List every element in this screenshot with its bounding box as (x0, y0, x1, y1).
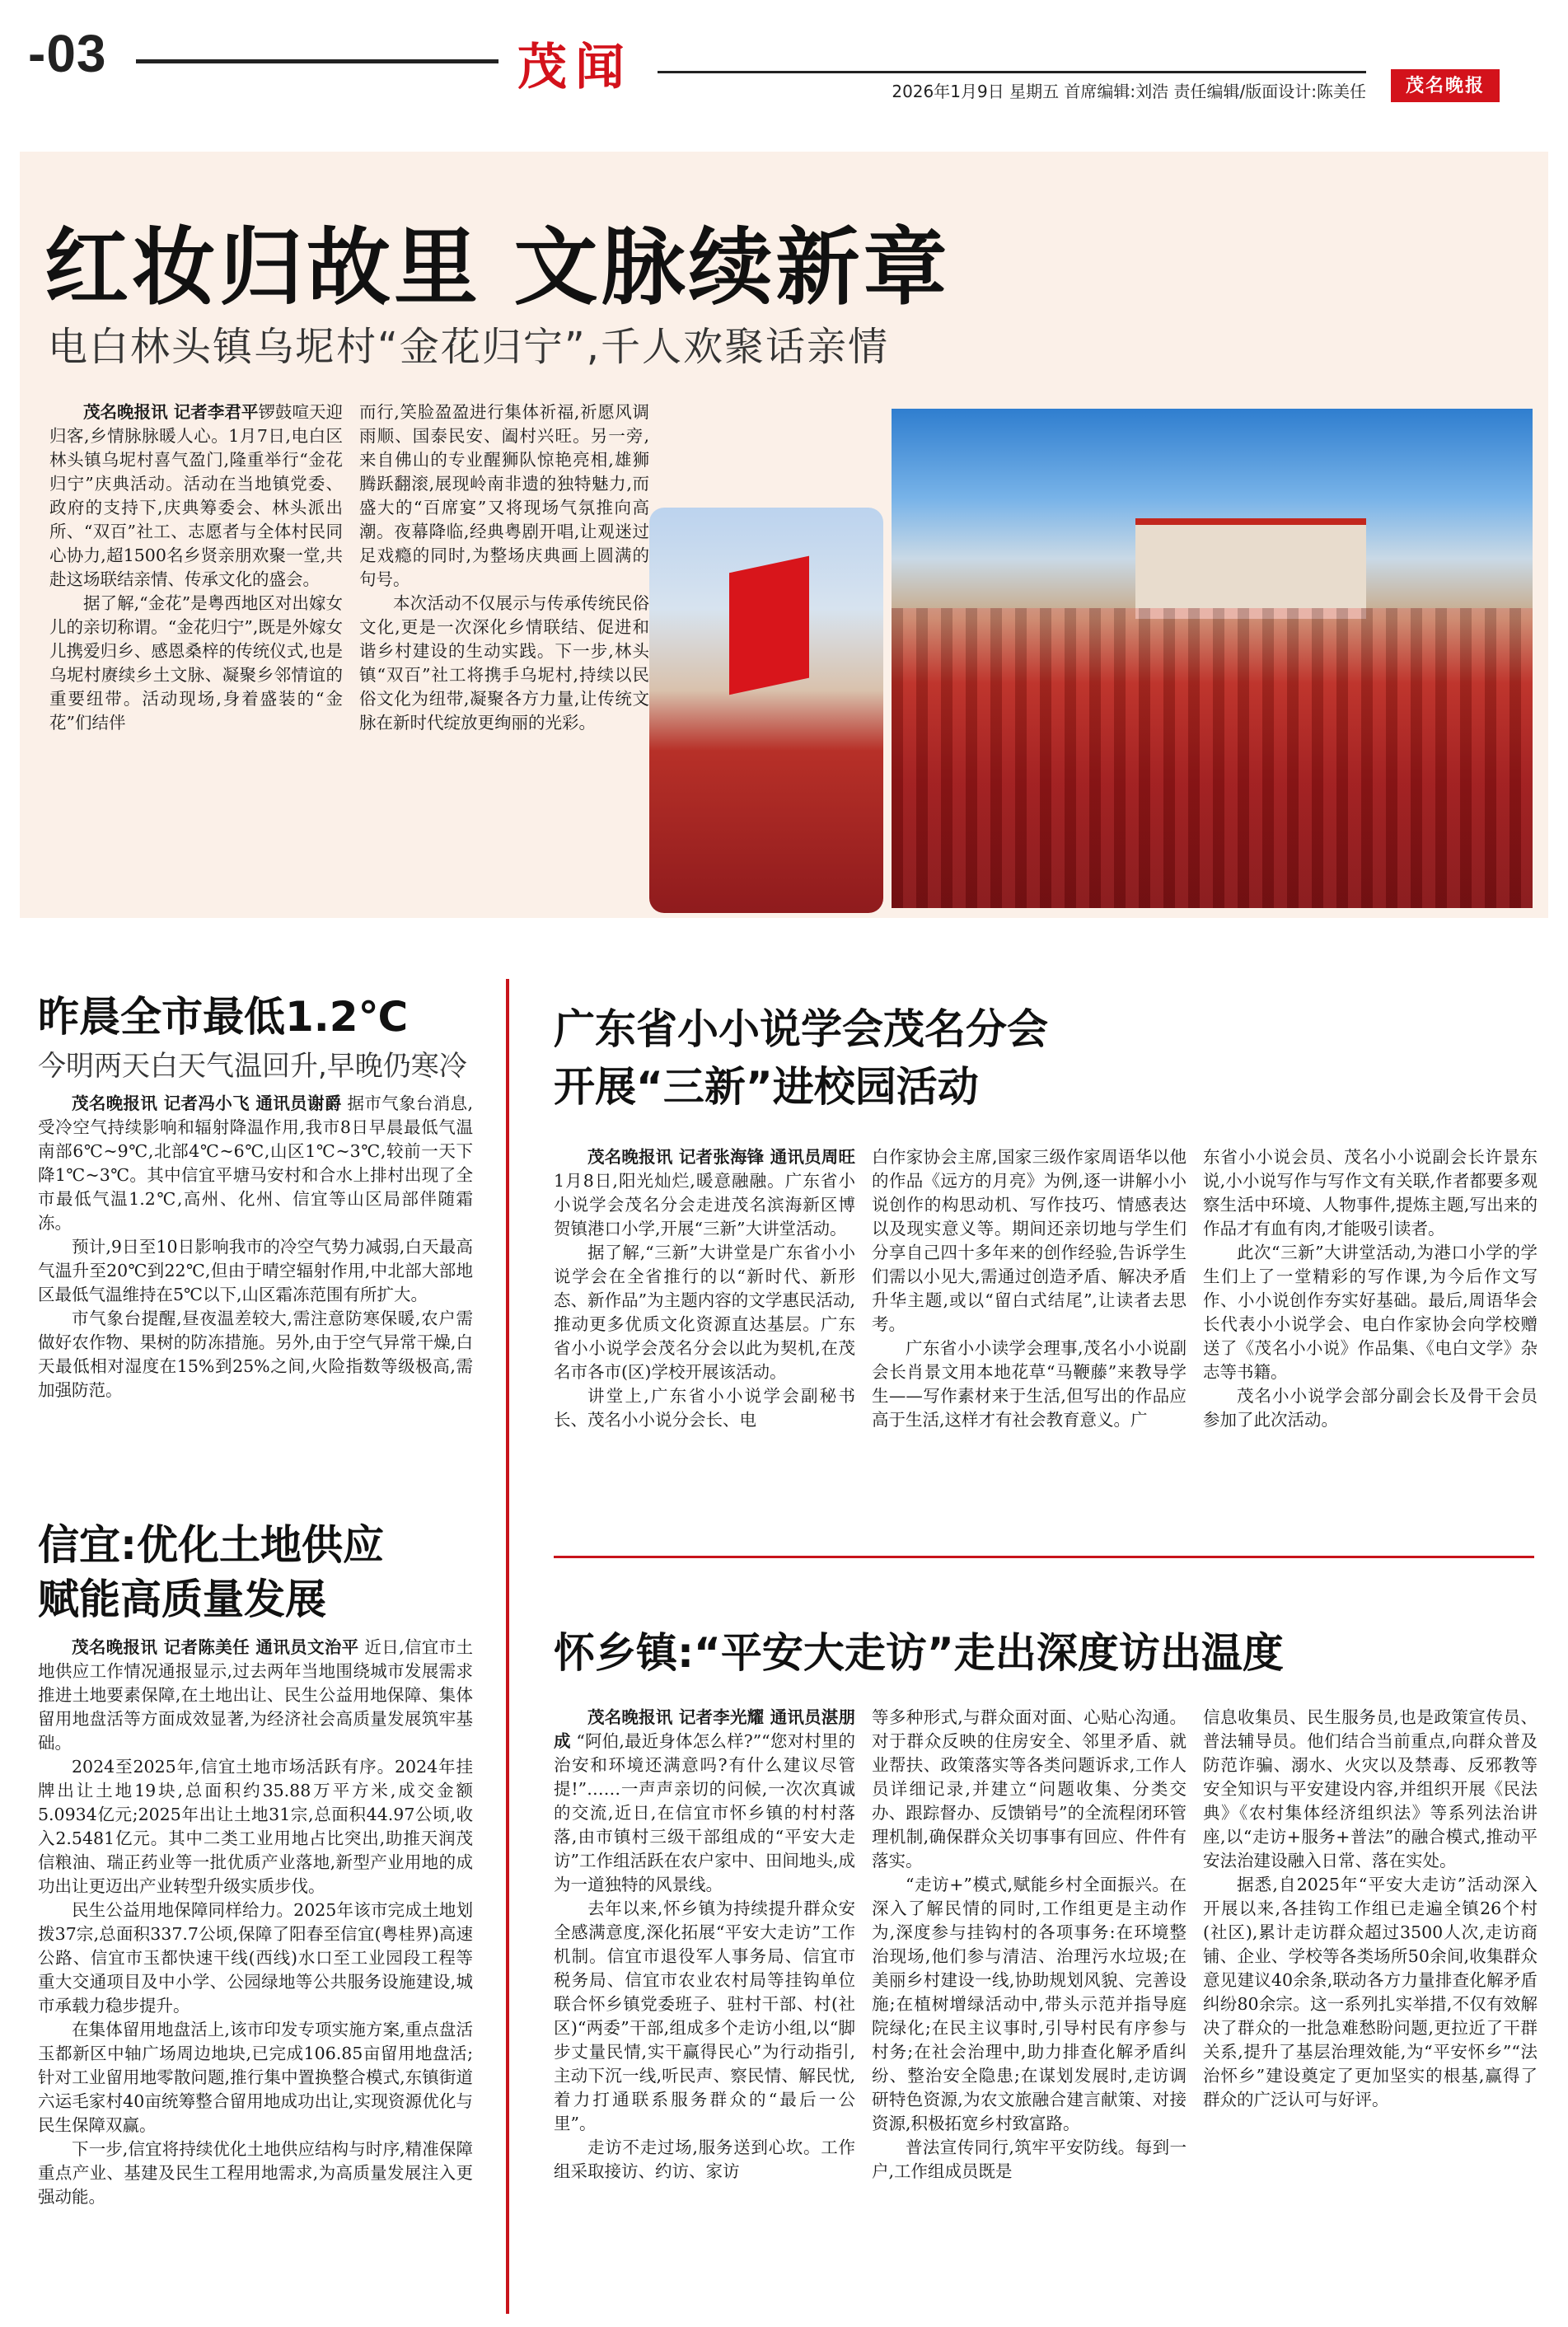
novel-paragraph: 此次“三新”大讲堂活动,为港口小学的学生们上了一堂精彩的写作课,为今后作文写作、小小说创作夯实好基础。最后,周语华会长代表小小说学会、电白作家协会向学校赠送了《茂名小小说》作品集、《电白文学》杂志等书籍。 (1203, 1243, 1538, 1382)
masthead (0, 0, 1568, 115)
column-divider (506, 979, 509, 2314)
weather-paragraph: 市气象台提醒,昼夜温差较大,需注意防寒保暖,农户需做好农作物、果树的防冻措施。另外,由于空气异常干燥,白天最低相对湿度在15%到25%之间,火险指数等级极高,需加强防范。 (38, 1309, 473, 1400)
byline: 茂名晚报讯 记者冯小飞 通讯员谢爵 (72, 1093, 342, 1113)
huaixiang-column-1 (554, 1706, 855, 2184)
huaixiang-column-3 (1203, 1706, 1538, 2112)
novel-paragraph: 据了解,“三新”大讲堂是广东省小小说学会在全省推行的以“新时代、新形态、新作品”为主题内容的文学惠民活动,推动更多优质文化资源直达基层。广东省小小说学会茂名分会以此为契机,在茂名市各市(区)学校开展该活动。 (554, 1243, 855, 1382)
weather-paragraph: 预计,9日至10日影响我市的冷空气势力减弱,白天最高气温升至20℃到22℃,但由于晴空辐射作用,中北部大部地区最低气温维持在5℃以下,山区霜冻范围有所扩大。 (38, 1237, 473, 1304)
xinyi-article-body (38, 1636, 473, 2209)
huaixiang-paragraph: “走访+”模式,赋能乡村全面振兴。在深入了解民情的同时,工作组更是主动作为,深度参与挂钩村的各项事务:在环境整治现场,他们参与清洁、治理污水垃圾;在美丽乡村建设一线,协助规划风貌、完善设施;在植树增绿活动中,带头示范并指导庭院绿化;在民主议事时,引导村民有序参与村务;在社会治理中,助力排查化解矛盾纠纷、整治安全隐患;在谋划发展时,走访调研特色资源,为农文旅融合建言献策、对接资源,积极拓宽乡村致富路。 (872, 1875, 1187, 2133)
novel-headline (554, 1000, 1048, 1116)
huaixiang-paragraph: 普法宣传同行,筑牢平安防线。每到一户,工作组成员既是 (872, 2137, 1187, 2181)
feature-story (20, 152, 1548, 918)
crowd-shape (892, 608, 1533, 908)
huaixiang-paragraph: 去年以来,怀乡镇为持续提升群众安全感满意度,深化拓展“平安大走访”工作机制。信宜市退役军人事务局、信宜市税务局、信宜市农业农村局等挂钩单位联合怀乡镇党委班子、驻村干部、村(社区)“两委”干部,组成多个走访小组,以“脚步丈量民情,实干赢得民心”为行动指引,主动下沉一线,听民声、察民情、解民忧,着力打通联系服务群众的“最后一公里”。 (554, 1899, 855, 2133)
photo-crowd-ceremony (892, 409, 1533, 908)
huaixiang-paragraph: “阿伯,最近身体怎么样?”“您对村里的治安和环境还满意吗?有什么建议尽管提!”……一声声亲切的问候,一次次真诚的交流,近日,在信宜市怀乡镇的村村落落,由市镇村三级干部组成的“平安大走访”工作组活跃在农户家中、田间地头,成为一道独特的风景线。 (554, 1731, 855, 1894)
xinyi-paragraph: 2024至2025年,信宜土地市场活跃有序。2024年挂牌出让土地19块,总面积约35.88万平方米,成交金额5.0934亿元;2025年出让土地31宗,总面积44.97公顷,收入2.5481亿元。其中二类工业用地占比突出,助推天润茂信粮油、瑞正药业等一批优质产业落地,新型产业用地的成功出让更迈出产业转型升级实质步伐。 (38, 1757, 473, 1896)
xinyi-paragraph: 民生公益用地保障同样给力。2025年该市完成土地划拨37宗,总面积337.7公顷,保障了阳春至信宜(粤桂界)高速公路、信宜市玉都快速干线(西线)水口至工业园段工程等重大交通项目及中小学、公园绿地等公共服务设施建设,城市承载力稳步提升。 (38, 1900, 473, 2016)
feature-paragraph: 而行,笑脸盈盈进行集体祈福,祈愿风调雨顺、国泰民安、阖村兴旺。另一旁,来自佛山的专业醒狮队惊艳亮相,雄狮腾跃翻滚,展现岭南非遗的独特魅力,而盛大的“百席宴”又将现场气氛推向高潮。夜幕降临,经典粤剧开唱,让观迷过足戏瘾的同时,为整场庆典画上圆满的句号。 (359, 402, 649, 589)
photo-flag-bearer (649, 508, 883, 913)
weather-subheadline: 今明两天白天气温回升,早晚仍寒冷 (38, 1050, 467, 1083)
feature-headline: 红妆归故里 文脉续新章 (44, 219, 951, 317)
feature-paragraph-text: 锣鼓喧天迎归客,乡情脉脉暖人心。1月7日,电白区林头镇乌坭村喜气盈门,隆重举行“金花归宁”庆典活动。活动在当地镇党委、政府的支持下,庆典筹委会、林头派出所、“双百”社工、志愿者与全体村民同心协力,超1500名乡贤亲朋欢聚一堂,共赴这场联结亲情、传承文化的盛会。 (49, 402, 344, 589)
xinyi-headline (38, 1518, 384, 1627)
huaixiang-paragraph: 等多种形式,与群众面对面、心贴心沟通。对于群众反映的住房安全、邻里矛盾、就业帮扶、政策落实等各类问题诉求,工作人员详细记录,并建立“问题收集、分类交办、跟踪督办、反馈销号”的全流程闭环管理机制,确保群众关切事事有回应、件件有落实。 (872, 1707, 1187, 1870)
feature-subheadline: 电白林头镇乌坭村“金花归宁”,千人欢聚话亲情 (48, 324, 889, 370)
red-flag-shape (729, 556, 809, 695)
xinyi-headline-line-2: 赋能高质量发展 (38, 1576, 326, 1623)
feature-paragraph: 据了解,“金花”是粤西地区对出嫁女儿的亲切称谓。“金花归宁”,既是外嫁女儿携爱归乡、感恩桑梓的传统仪式,也是乌坭村赓续乡土文脉、凝聚乡邻情谊的重要纽带。活动现场,身着盛装的“金花”们结伴 (49, 593, 343, 733)
header-rule (136, 59, 498, 63)
xinyi-headline-line-1: 信宜:优化土地供应 (38, 1521, 384, 1569)
section-title: 茂闻 (517, 39, 633, 96)
feature-column-1 (49, 400, 343, 735)
xinyi-paragraph: 下一步,信宜将持续优化土地供应结构与时序,精准保障重点产业、基建及民生工程用地需求,为高质量发展注入更强动能。 (38, 2139, 473, 2207)
weather-headline: 昨晨全市最低1.2℃ (38, 993, 409, 1041)
xinyi-paragraph: 在集体留用地盘活上,该市印发专项实施方案,重点盘活玉都新区中轴广场周边地块,已完成106.85亩留用地盘活;针对工业留用地零散问题,推行集中置换整合模式,东镇街道六运毛家村40亩统筹整合留用地成功出让,实现资源优化与民生保障双赢。 (38, 2020, 473, 2135)
novel-paragraph: 东省小小说会员、茂名小小说副会长许景东说,小小说写作与写作文有关联,作者都要多观察生活中环境、人物事件,提炼主题,写出来的作品才有血有肉,才能吸引读者。 (1203, 1147, 1538, 1238)
huaixiang-paragraph: 据悉,自2025年“平安大走访”活动深入开展以来,各挂钩工作组已走遍全镇26个村(社区),累计走访群众超过3500人次,走访商铺、企业、学校等各类场所50余间,收集群众意见建议40余条,联动各方力量排查化解矛盾纠纷80余宗。这一系列扎实举措,不仅有效解决了群众的一批急难愁盼问题,更拉近了干群关系,提升了基层治理效能,为“平安怀乡”“法治怀乡”建设奠定了更加坚实的根基,赢得了群众的广泛认可与好评。 (1203, 1875, 1538, 2109)
temple-building-shape (1135, 518, 1366, 618)
weather-paragraph: 据市气象台消息,受冷空气持续影响和辐射降温作用,我市8日早晨最低气温南部6℃~9℃,北部4℃~6℃,山区1℃~3℃,较前一天下降1℃~3℃。其中信宜平塘马安村和合水上排村出现了全市最低气温1.2℃,高州、化州、信宜等山区局部伴随霜冻。 (38, 1093, 473, 1233)
feature-paragraph: 本次活动不仅展示与传承传统民俗文化,更是一次深化乡情联结、促进和谐乡村建设的生动实践。下一步,林头镇“双百”社工将携手乌坭村,持续以民俗文化为纽带,凝聚各方力量,让传统文脉在新时代绽放更绚丽的光彩。 (359, 593, 649, 733)
byline: 茂名晚报讯 记者李光耀 通讯员湛朋成 (554, 1707, 855, 1751)
novel-paragraph: 讲堂上,广东省小小说学会副秘书长、茂名小小说分会长、电 (554, 1386, 855, 1430)
feature-column-2 (359, 400, 649, 735)
novel-paragraph: 茂名小小说学会部分副会长及骨干会员参加了此次活动。 (1203, 1386, 1538, 1430)
novel-paragraph: 广东省小小读学会理事,茂名小小说副会长肖景文用本地花草“马鞭藤”来教导学生——写作素材来于生活,但写出的作品应高于生活,这样才有社会教育意义。广 (872, 1338, 1187, 1430)
newspaper-logo: 茂名晚报 (1391, 69, 1500, 102)
novel-paragraph: 1月8日,阳光灿烂,暖意融融。广东省小小说学会茂名分会走进茂名滨海新区博贺镇港口小学,开展“三新”大讲堂活动。 (554, 1171, 855, 1238)
byline: 茂名晚报讯 记者陈美任 通讯员文治平 (72, 1637, 359, 1657)
weather-article-body (38, 1092, 473, 1402)
byline: 茂名晚报讯 记者李君平 (83, 402, 259, 422)
article-divider (554, 1556, 1534, 1558)
section-badge (517, 25, 641, 96)
byline: 茂名晚报讯 记者张海锋 通讯员周旺 (587, 1147, 855, 1167)
huaixiang-column-2 (872, 1706, 1187, 2184)
page-number: -03 (28, 24, 107, 83)
novel-column-2 (872, 1145, 1187, 1432)
huaixiang-paragraph: 信息收集员、民生服务员,也是政策宣传员、普法辅导员。他们结合当前重点,向群众普及防范诈骗、溺水、火灾以及禁毒、反邪教等安全知识与平安建设内容,并组织开展《民法典》《农村集体经济组织法》等系列法治讲座,以“走访+服务+普法”的融合模式,推动平安法治建设融入日常、落在实处。 (1203, 1707, 1538, 1870)
huaixiang-headline: 怀乡镇:“平安大走访”走出深度访出温度 (554, 1629, 1284, 1677)
novel-column-3 (1203, 1145, 1538, 1432)
novel-paragraph: 白作家协会主席,国家三级作家周语华以他的作品《远方的月亮》为例,逐一讲解小小说创作的构思动机、写作技巧、情感表达以及现实意义等。期间还亲切地与学生们分享自己四十多年来的创作经验,告诉学生们需以小见大,需通过创造矛盾、解决矛盾升华主题,或以“留白式结尾”,让读者去思考。 (872, 1147, 1187, 1334)
novel-headline-line-1: 广东省小小说学会茂名分会 (554, 1005, 1048, 1053)
huaixiang-paragraph: 走访不走过场,服务送到心坎。工作组采取接访、约访、家访 (554, 2137, 855, 2181)
feature-paragraph (49, 400, 343, 592)
issue-info: 2026年1月9日 星期五 首席编辑:刘浩 责任编辑/版面设计:陈美任 (658, 71, 1366, 102)
novel-headline-line-2: 开展“三新”进校园活动 (554, 1063, 979, 1111)
xinyi-paragraph: 近日,信宜市土地供应工作情况通报显示,过去两年当地围绕城市发展需求推进土地要素保障,在土地出让、民生公益用地保障、集体留用地盘活等方面成效显著,为经济社会高质量发展筑牢基础。 (38, 1637, 473, 1753)
novel-column-1 (554, 1145, 855, 1432)
